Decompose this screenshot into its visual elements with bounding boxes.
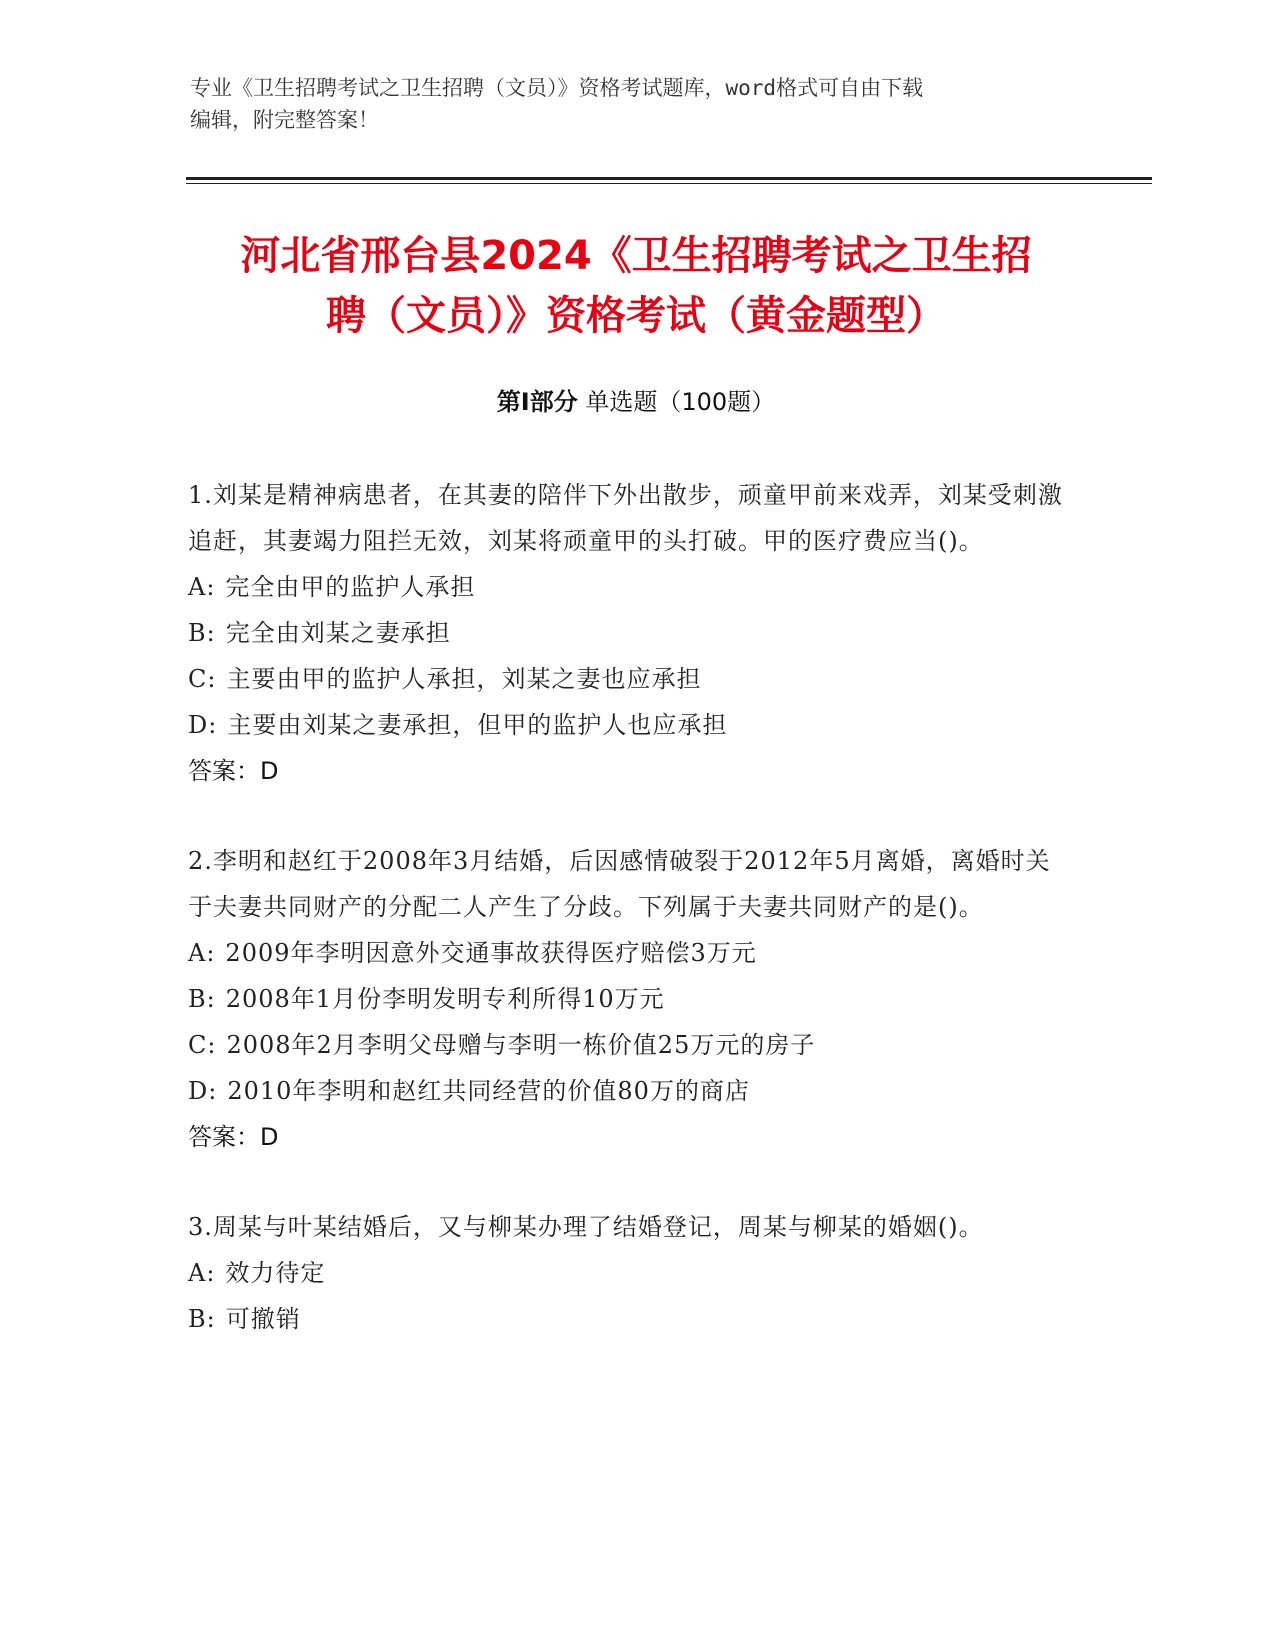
- section-part: 第Ⅰ部分: [496, 388, 578, 416]
- question-stem: [188, 472, 1068, 564]
- section-name: 单选题（100题）: [585, 388, 776, 416]
- option-letter: B:: [188, 985, 216, 1013]
- option-c: [188, 656, 1068, 702]
- option-text: 完全由甲的监护人承担: [225, 573, 476, 601]
- option-text: 主要由甲的监护人承担，刘某之妻也应承担: [226, 665, 702, 693]
- option-letter: B:: [188, 619, 216, 647]
- header-note: [190, 72, 1090, 136]
- header-divider-thick: [186, 177, 1152, 180]
- question-text: 刘某是精神病患者，在其妻的陪伴下外出散步，顽童甲前来戏弄，刘某受刺激追赶，其妻竭力阻拦无效，刘某将顽童甲的头打破。甲的医疗费应当()。: [188, 481, 1063, 555]
- option-b: [188, 1296, 1068, 1342]
- option-d: [188, 702, 1068, 748]
- option-b: [188, 976, 1068, 1022]
- option-text: 2010年李明和赵红共同经营的价值80万的商店: [227, 1077, 750, 1105]
- option-d: [188, 1068, 1068, 1114]
- option-text: 可撤销: [225, 1305, 301, 1333]
- option-text: 2008年2月李明父母赠与李明一栋价值25万元的房子: [226, 1031, 816, 1059]
- answer-line: 答案：D: [188, 757, 279, 785]
- question-number: 1.: [188, 481, 213, 509]
- option-b: [188, 610, 1068, 656]
- title-line: 聘（文员）》资格考试（黄金题型）: [326, 293, 946, 339]
- question-stem: [188, 1204, 1068, 1250]
- question-stem: [188, 838, 1068, 930]
- option-letter: B:: [188, 1305, 216, 1333]
- option-letter: A:: [188, 1259, 216, 1287]
- question-item: [188, 1204, 1068, 1342]
- option-c: [188, 1022, 1068, 1068]
- option-letter: C:: [188, 665, 217, 693]
- option-letter: D:: [188, 1077, 218, 1105]
- option-letter: A:: [188, 939, 216, 967]
- option-text: 2008年1月份李明发明专利所得10万元: [225, 985, 665, 1013]
- question-number: 3.: [188, 1213, 213, 1241]
- header-note-line: 专业《卫生招聘考试之卫生招聘（文员）》资格考试题库，word格式可自由下载: [190, 76, 924, 100]
- option-letter: A:: [188, 573, 216, 601]
- option-text: 主要由刘某之妻承担，但甲的监护人也应承担: [227, 711, 728, 739]
- header-divider-thin: [186, 183, 1152, 184]
- question-text: 周某与叶某结婚后，又与柳某办理了结婚登记，周某与柳某的婚姻()。: [212, 1213, 984, 1241]
- option-a: [188, 564, 1068, 610]
- option-text: 2009年李明因意外交通事故获得医疗赔偿3万元: [225, 939, 757, 967]
- document-title: [186, 226, 1086, 346]
- option-text: 效力待定: [225, 1259, 326, 1287]
- question-item: [188, 838, 1068, 1160]
- question-text: 李明和赵红于2008年3月结婚，后因感情破裂于2012年5月离婚，离婚时关于夫妻共同财产的分配二人产生了分歧。下列属于夫妻共同财产的是()。: [188, 847, 1051, 921]
- option-letter: D:: [188, 711, 218, 739]
- option-letter: C:: [188, 1031, 217, 1059]
- answer-line: 答案：D: [188, 1123, 279, 1151]
- question-number: 2.: [188, 847, 213, 875]
- option-a: [188, 930, 1068, 976]
- question-list: [188, 472, 1068, 1386]
- option-text: 完全由刘某之妻承担: [225, 619, 451, 647]
- section-heading: [186, 385, 1086, 419]
- option-a: [188, 1250, 1068, 1296]
- title-line: 河北省邢台县2024《卫生招聘考试之卫生招: [240, 233, 1032, 279]
- header-note-line: 编辑，附完整答案！: [190, 108, 379, 132]
- question-item: [188, 472, 1068, 794]
